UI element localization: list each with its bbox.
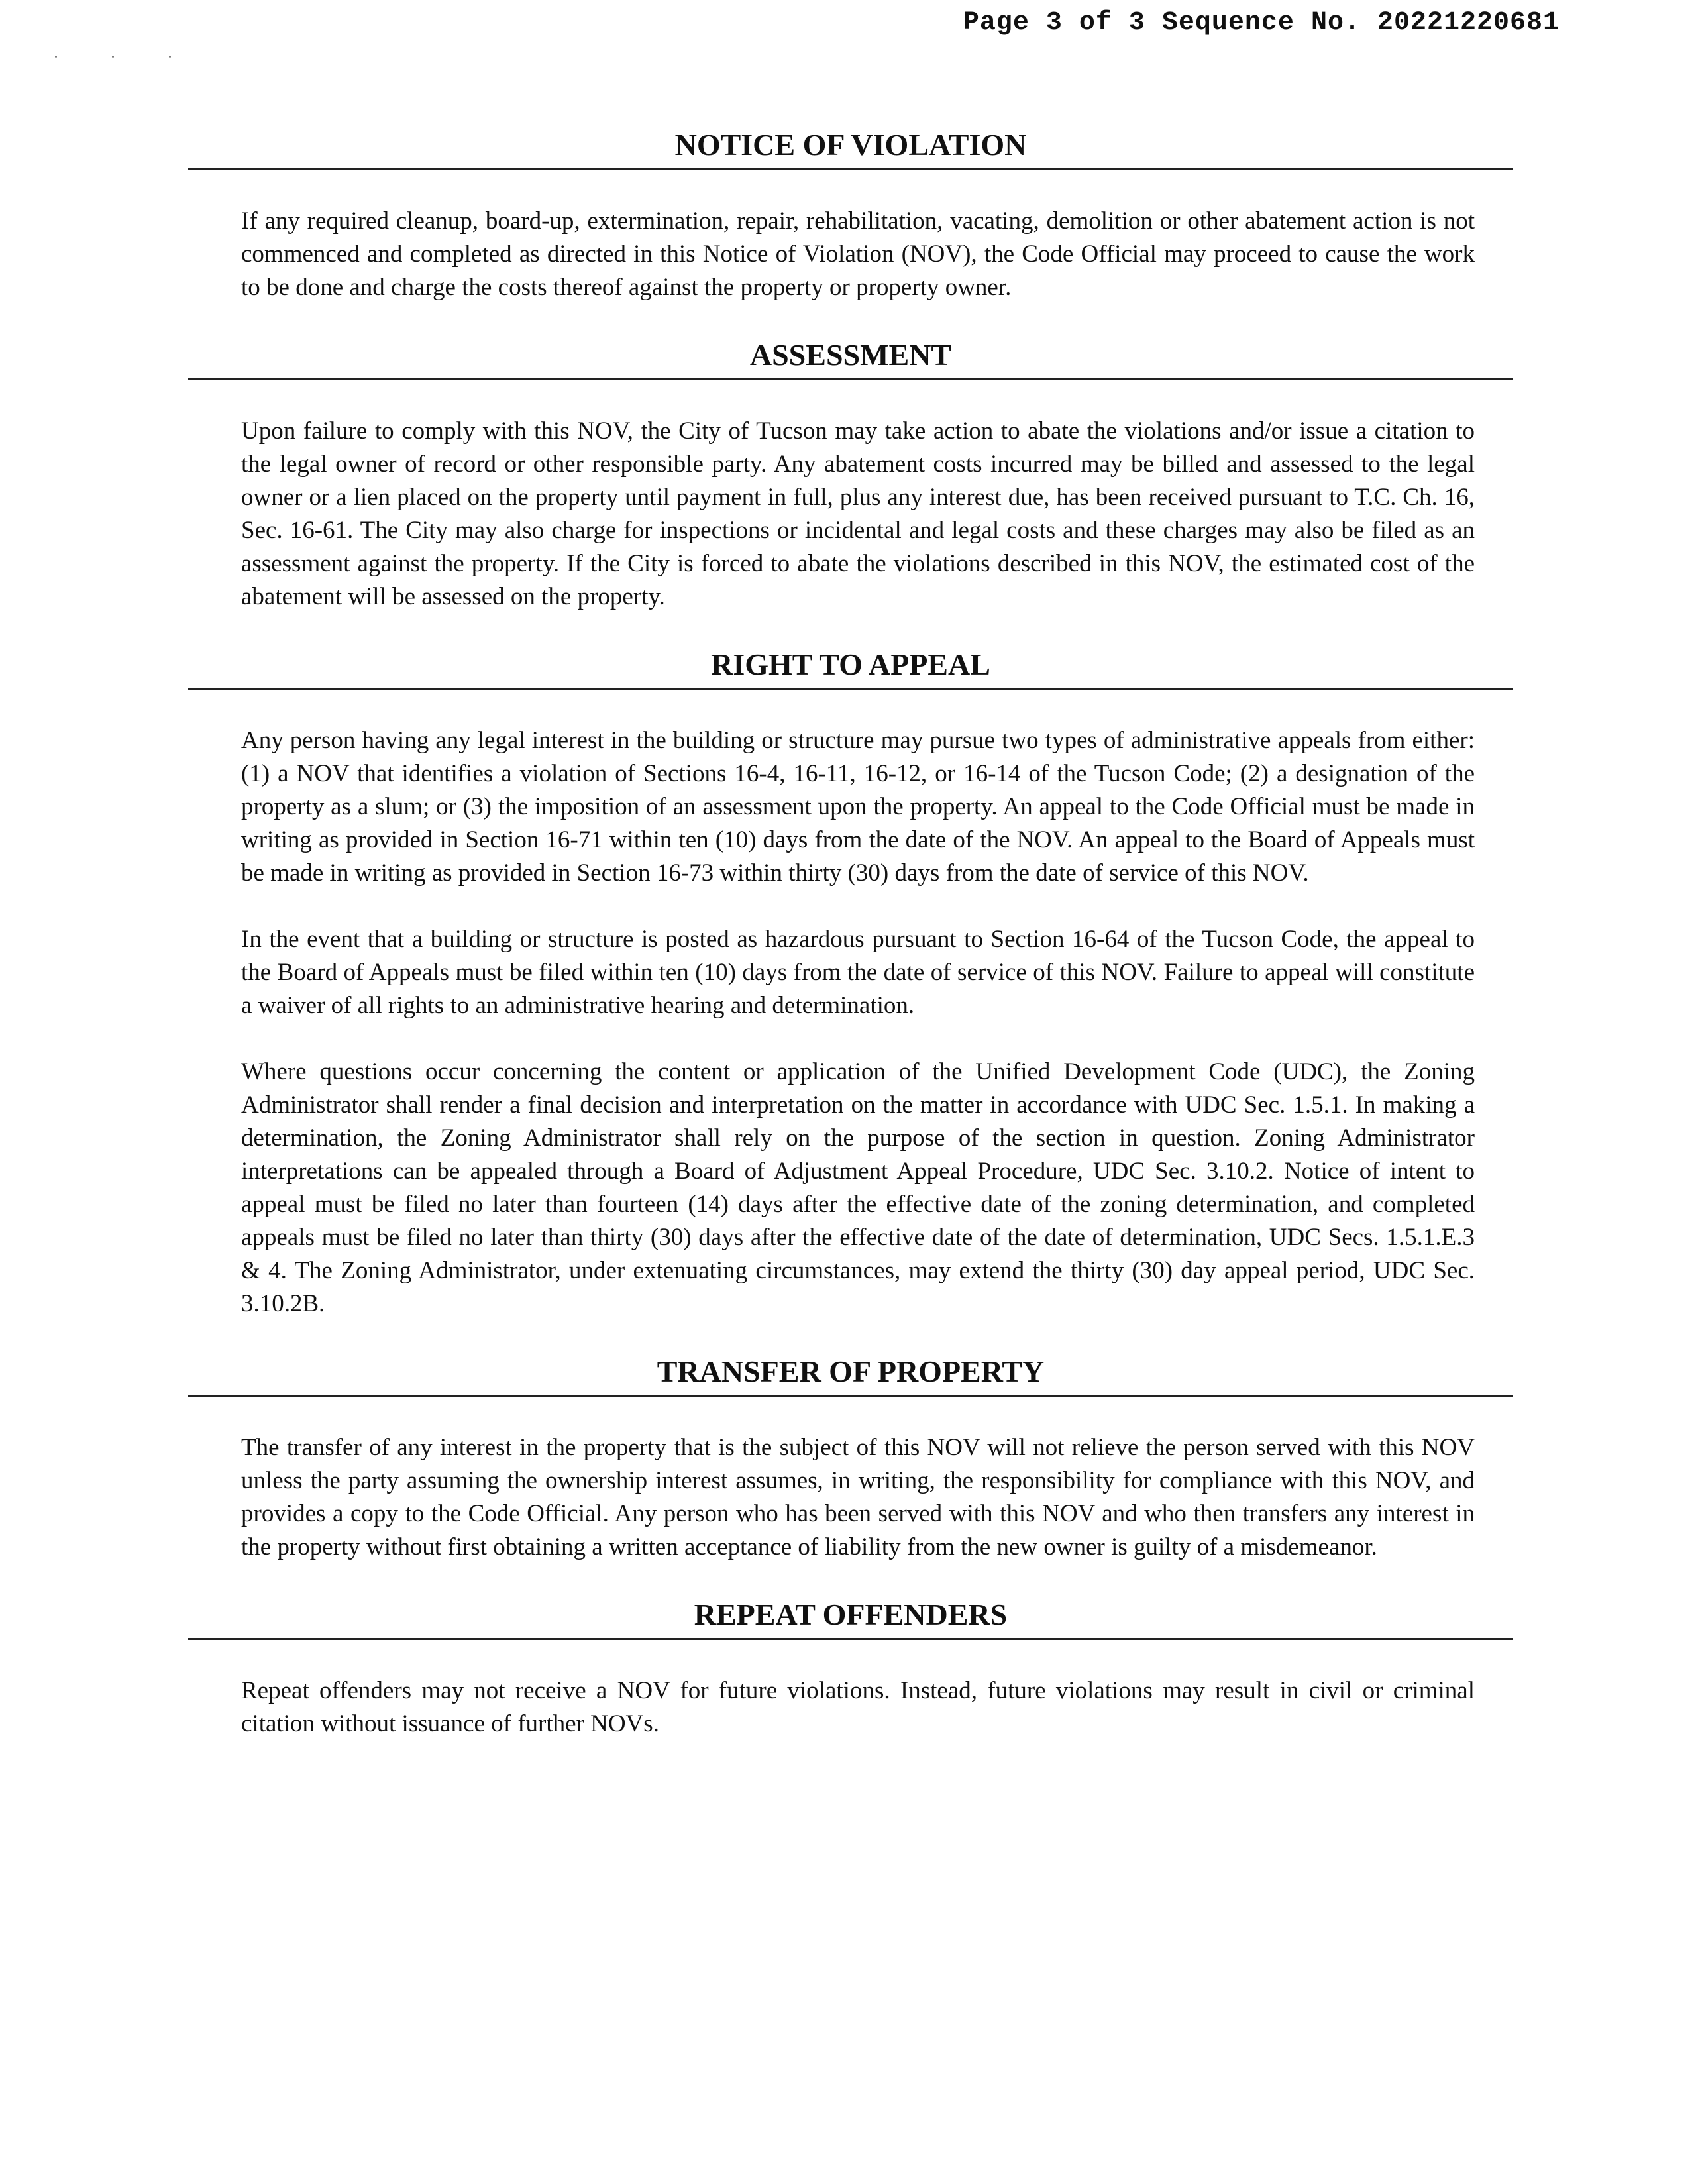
document-body (188, 126, 1513, 1741)
section-paragraph: In the event that a building or structure is posted as hazardous pursuant to Section 16-64 of the Tucson Code, the appeal to the Board of Appeals must be filed within ten (10) days from the date of service of this NOV. Failure to appeal will constitute a waiver of all rights to an administrative hearing and determination. (241, 926, 1475, 1019)
section-title-assessment: ASSESSMENT (188, 336, 1513, 380)
section-paragraph: Upon failure to comply with this NOV, the City of Tucson may take action to abate the violations and/or issue a citation to the legal owner of record or other responsible party. Any abatement costs incurred may be billed and assessed to the legal owner or a lien placed on the property until payment in full, plus any interest due, has been received pursuant to T.C. Ch. 16, Sec. 16-61. The City may also charge for inspections or incidental and legal costs and these charges may also be filed as an assessment against the property. If the City is forced to abate the violations described in this NOV, the estimated cost of the abatement will be assessed on the property. (241, 417, 1475, 610)
section-title-repeat-offenders: REPEAT OFFENDERS (188, 1596, 1513, 1640)
section-paragraph: Any person having any legal interest in the building or structure may pursue two types of administrative appeals from either: (1) a NOV that identifies a violation of Sections 16-4, 16-11, 16-12, or 16-14 of the Tucson Code; (2) a designation of the property as a slum; or (3) the imposition of an assessment upon the property. An appeal to the Code Official must be made in writing as provided in Section 16-71 within ten (10) days from the date of the NOV. An appeal to the Board of Appeals must be made in writing as provided in Section 16-73 within thirty (30) days from the date of service of this NOV. (241, 727, 1475, 887)
section-paragraph: If any required cleanup, board-up, extermination, repair, rehabilitation, vacating, demolition or other abatement action is not commenced and completed as directed in this Notice of Violation (NOV), the Code Official may proceed to cause the work to be done and charge the costs thereof against the property or property owner. (241, 207, 1475, 301)
scan-marks: . . . (54, 46, 197, 61)
page-sequence-header: Page 3 of 3 Sequence No. 20221220681 (963, 8, 1560, 38)
section-paragraph: Repeat offenders may not receive a NOV for future violations. Instead, future violations may result in civil or criminal citation without issuance of further NOVs. (241, 1677, 1475, 1737)
section-paragraph: Where questions occur concerning the content or application of the Unified Development Code (UDC), the Zoning Administrator shall render a final decision and interpretation on the matter in accordance with UDC Sec. 1.5.1. In making a determination, the Zoning Administrator shall rely on the purpose of the section in question. Zoning Administrator interpretations can be appealed through a Board of Adjustment Appeal Procedure, UDC Sec. 3.10.2. Notice of intent to appeal must be filed no later than fourteen (14) days after the effective date of the zoning determination, and completed appeals must be filed no later than thirty (30) days after the effective date of the date of determination, UDC Secs. 1.5.1.E.3 & 4. The Zoning Administrator, under extenuating circumstances, may extend the thirty (30) day appeal period, UDC Sec. 3.10.2B. (241, 1058, 1475, 1317)
section-title-transfer-of-property: TRANSFER OF PROPERTY (188, 1352, 1513, 1397)
section-title-right-to-appeal: RIGHT TO APPEAL (188, 645, 1513, 690)
section-paragraph: The transfer of any interest in the property that is the subject of this NOV will not relieve the person served with this NOV unless the party assuming the ownership interest assumes, in writing, the responsibility for compliance with this NOV, and provides a copy to the Code Official. Any person who has been served with this NOV and who then transfers any interest in the property without first obtaining a written acceptance of liability from the new owner is guilty of a misdemeanor. (241, 1434, 1475, 1560)
section-title-notice-of-violation: NOTICE OF VIOLATION (188, 126, 1513, 170)
